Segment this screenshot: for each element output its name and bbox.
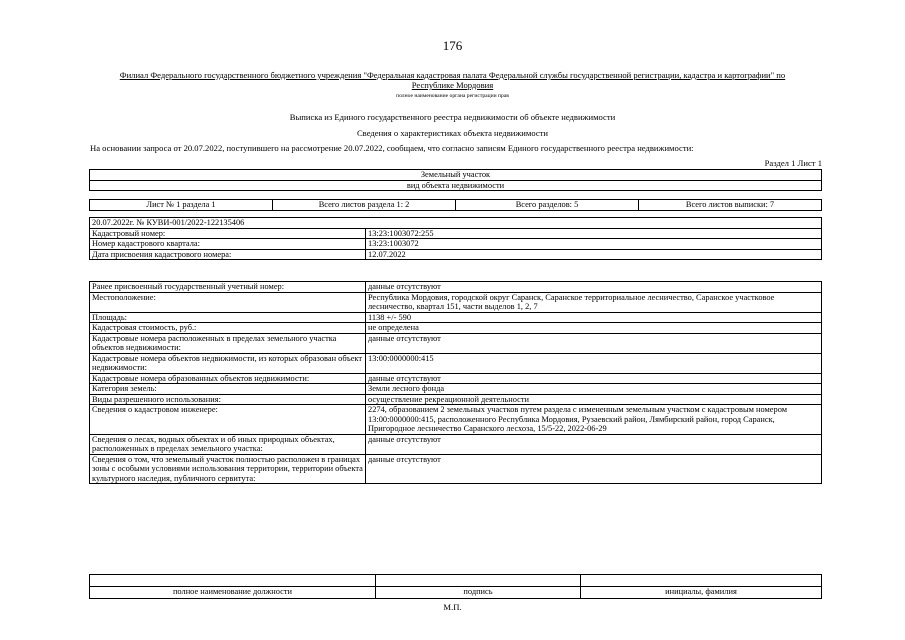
position-field [90,575,376,587]
identity-table [89,217,822,260]
object-type-table [89,169,822,191]
row-value: 12.07.2022 [366,249,822,260]
object-type: Земельный участок [90,170,822,181]
table-row [90,373,822,384]
row-value: 13:23:1003072 [366,239,822,250]
row-value: данные отсутствуют [366,333,822,353]
table-row [90,434,822,454]
row-value: данные отсутствуют [366,454,822,484]
row-value: Земли лесного фонда [366,384,822,395]
page-number: 176 [442,38,463,53]
row-value: 13:23:1003072:255 [366,228,822,239]
extract-title: Выписка из Единого государственного реестра недвижимости об объекте недвижимости [289,112,616,122]
row-value: данные отсутствуют [366,282,822,293]
details-table [89,281,822,484]
request-reference: 20.07.2022г. № КУВИ-001/2022-122135406 [90,218,822,229]
counter-sections: Всего разделов: 5 [456,200,639,211]
name-field [581,575,822,587]
counter-extract-sheets: Всего листов выписки: 7 [639,200,822,211]
table-row [90,292,822,312]
row-label: Сведения о лесах, водных объектах и об иных природных объектах, расположенных в пределах земельного участка: [90,434,366,454]
organization-name: Филиал Федерального государственного бюджетного учреждения "Федеральная кадастровая палата Федеральной службы государственной регистрации, кадастра и картографии" по Республике Мордовия [119,70,786,90]
row-value: 13:00:0000000:415 [366,353,822,373]
row-value: Республика Мордовия, городской округ Саранск, Саранское территориальное лесничество, Саранское участковое лесничество, квартал 151, части выделов 1, 2, 7 [366,292,822,312]
row-label: Категория земель: [90,384,366,395]
row-label: Номер кадастрового квартала: [90,239,366,250]
counter-sheet: Лист № 1 раздела 1 [90,200,273,211]
row-label: Ранее присвоенный государственный учетный номер: [90,282,366,293]
table-row [90,454,822,484]
row-value: данные отсутствуют [366,434,822,454]
organization-caption: полное наименование органа регистрации прав [396,93,509,99]
row-label: Сведения о том, что земельный участок полностью расположен в границах зоны с особыми условиями использования территории, территории объекта культурного наследия, публичного сервитута: [90,454,366,484]
signature-table [89,574,822,599]
row-value: осуществление рекреационной деятельности [366,394,822,405]
counter-section-sheets: Всего листов раздела 1: 2 [273,200,456,211]
row-label: Кадастровые номера расположенных в пределах земельного участка объектов недвижимости: [90,333,366,353]
section-title: Сведения о характеристиках объекта недвижимости [356,128,549,138]
sheet-counters-table [89,199,822,211]
position-caption: полное наименование должности [90,587,376,599]
row-label: Виды разрешенного использования: [90,394,366,405]
row-label: Дата присвоения кадастрового номера: [90,249,366,260]
object-type-caption: вид объекта недвижимости [90,180,822,191]
table-row [90,239,822,250]
table-row [90,384,822,395]
row-value: данные отсутствуют [366,373,822,384]
row-label: Кадастровая стоимость, руб.: [90,323,366,334]
table-row [90,333,822,353]
row-label: Местоположение: [90,292,366,312]
name-caption: инициалы, фамилия [581,587,822,599]
row-value: 2274, образованием 2 земельных участков путем раздела с измененным земельным участком с кадастровым номером 13:00:0000000:415, расположенного Республика Мордовия, Рузаевский район, Лямбирский район, город Саранск, Пригородное лесничество Саранского лесхоза, 15/5-22, 2022-06-29 [366,405,822,435]
table-row [90,228,822,239]
row-value: не определена [366,323,822,334]
row-label: Сведения о кадастровом инженере: [90,405,366,435]
table-row [90,323,822,334]
table-row [90,394,822,405]
row-value: 1138 +/- 590 [366,312,822,323]
stamp-place: М.П. [443,602,462,612]
row-label: Кадастровый номер: [90,228,366,239]
table-row [90,353,822,373]
table-row [90,282,822,293]
sheet-reference: Раздел 1 Лист 1 [764,158,822,168]
signature-field [376,575,581,587]
row-label: Кадастровые номера объектов недвижимости, из которых образован объект недвижимости: [90,353,366,373]
table-row [90,312,822,323]
row-label: Площадь: [90,312,366,323]
table-row [90,249,822,260]
table-row [90,405,822,435]
basis-text: На основании запроса от 20.07.2022, поступившего на рассмотрение 20.07.2022, сообщаем, что согласно записям Единого государственного реестра недвижимости: [90,143,694,153]
row-label: Кадастровые номера образованных объектов недвижимости: [90,373,366,384]
signature-caption: подпись [376,587,581,599]
